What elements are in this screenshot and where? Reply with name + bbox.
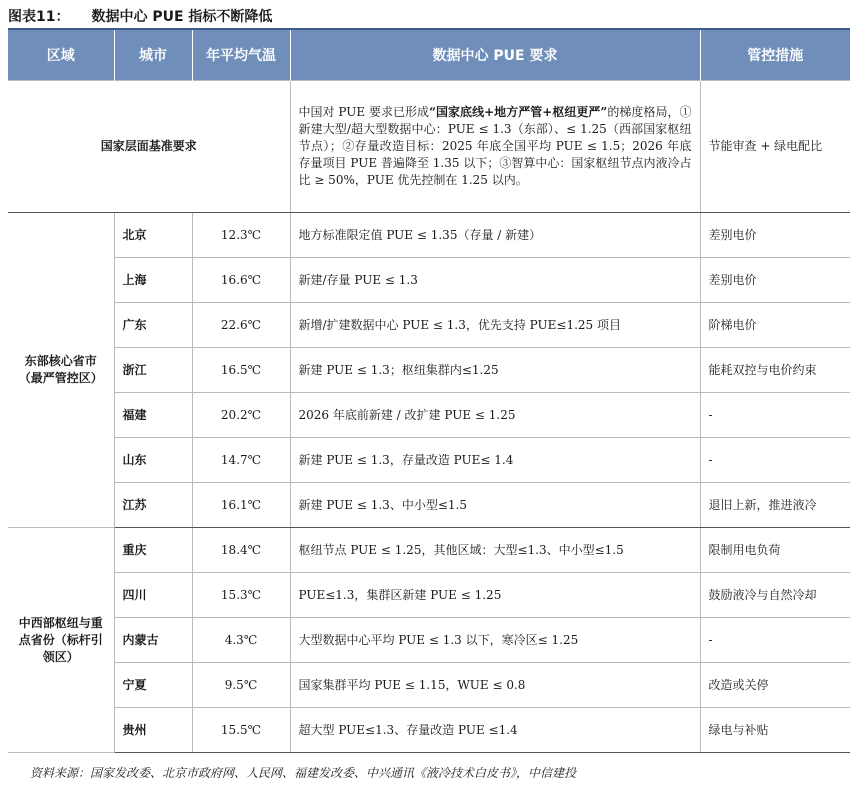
national-req-bold: “国家底线+地方严管+枢纽更严” xyxy=(429,105,608,119)
national-req-post: 的梯度格局，①新建大型/超大型数据中心：PUE ≤ 1.3（东部）、≤ 1.25（西部国家枢纽节点）；②存量改造目标：2025 年底全国平均 PUE ≤ 1.5；2026 年底存量项目 PUE 普遍降至 1.35 以下；③智算中心：国家枢纽节点内液冷占比 ≥ 50%，PUE 优先控制在 1.25 以内。 xyxy=(298,105,692,187)
table-header-row xyxy=(8,30,850,81)
req-cell: 枢纽节点 PUE ≤ 1.25，其他区域：大型≤1.3、中小型≤1.5 xyxy=(290,528,700,573)
req-cell: 新建/存量 PUE ≤ 1.3 xyxy=(290,258,700,303)
ctrl-cell: - xyxy=(700,618,850,663)
temp-cell: 22.6℃ xyxy=(192,303,290,348)
req-cell: 新建 PUE ≤ 1.3、中小型≤1.5 xyxy=(290,483,700,528)
temp-cell: 16.1℃ xyxy=(192,483,290,528)
temp-cell: 9.5℃ xyxy=(192,663,290,708)
city-cell: 上海 xyxy=(114,258,192,303)
ctrl-cell: 绿电与补贴 xyxy=(700,708,850,753)
req-cell: 地方标准限定值 PUE ≤ 1.35（存量 / 新建） xyxy=(290,213,700,258)
table-row xyxy=(8,303,850,348)
header-control: 管控措施 xyxy=(700,30,850,81)
req-cell: 新增/扩建数据中心 PUE ≤ 1.3，优先支持 PUE≤1.25 项目 xyxy=(290,303,700,348)
national-ctrl-cell: 节能审查 + 绿电配比 xyxy=(700,81,850,213)
ctrl-cell: 退旧上新，推进液冷 xyxy=(700,483,850,528)
west-region-cell: 中西部枢纽与重点省份（标杆引领区） xyxy=(8,528,114,753)
table-row xyxy=(8,348,850,393)
req-cell: 国家集群平均 PUE ≤ 1.15，WUE ≤ 0.8 xyxy=(290,663,700,708)
table-row xyxy=(8,213,850,258)
city-cell: 福建 xyxy=(114,393,192,438)
city-cell: 贵州 xyxy=(114,708,192,753)
table-row xyxy=(8,438,850,483)
figure-title-text: 数据中心 PUE 指标不断降低 xyxy=(91,9,273,25)
temp-cell: 12.3℃ xyxy=(192,213,290,258)
city-cell: 浙江 xyxy=(114,348,192,393)
national-req-pre: 中国对 PUE 要求已形成 xyxy=(298,105,430,119)
header-pue-req: 数据中心 PUE 要求 xyxy=(290,30,700,81)
temp-cell: 16.5℃ xyxy=(192,348,290,393)
req-cell: PUE≤1.3，集群区新建 PUE ≤ 1.25 xyxy=(290,573,700,618)
national-region-cell: 国家层面基准要求 xyxy=(8,81,290,213)
table-row xyxy=(8,573,850,618)
table-row xyxy=(8,258,850,303)
header-city: 城市 xyxy=(114,30,192,81)
table-row xyxy=(8,393,850,438)
header-region: 区域 xyxy=(8,30,114,81)
temp-cell: 14.7℃ xyxy=(192,438,290,483)
city-cell: 山东 xyxy=(114,438,192,483)
ctrl-cell: 能耗双控与电价约束 xyxy=(700,348,850,393)
temp-cell: 15.5℃ xyxy=(192,708,290,753)
city-cell: 重庆 xyxy=(114,528,192,573)
ctrl-cell: 差别电价 xyxy=(700,258,850,303)
city-cell: 四川 xyxy=(114,573,192,618)
city-cell: 内蒙古 xyxy=(114,618,192,663)
ctrl-cell: 鼓励液冷与自然冷却 xyxy=(700,573,850,618)
ctrl-cell: 改造或关停 xyxy=(700,663,850,708)
ctrl-cell: - xyxy=(700,393,850,438)
table-row xyxy=(8,618,850,663)
req-cell: 2026 年底前新建 / 改扩建 PUE ≤ 1.25 xyxy=(290,393,700,438)
figure-title xyxy=(8,6,272,26)
req-cell: 大型数据中心平均 PUE ≤ 1.3 以下，寒冷区≤ 1.25 xyxy=(290,618,700,663)
req-cell: 新建 PUE ≤ 1.3，存量改造 PUE≤ 1.4 xyxy=(290,438,700,483)
ctrl-cell: 限制用电负荷 xyxy=(700,528,850,573)
table-row xyxy=(8,708,850,753)
ctrl-cell: 阶梯电价 xyxy=(700,303,850,348)
east-region-cell: 东部核心省市（最严管控区） xyxy=(8,213,114,528)
temp-cell: 18.4℃ xyxy=(192,528,290,573)
temp-cell: 4.3℃ xyxy=(192,618,290,663)
table-row xyxy=(8,528,850,573)
source-note: 资料来源：国家发改委、北京市政府网、人民网、福建发改委、中兴通讯《液冷技术白皮书》，中信建投 xyxy=(30,766,577,780)
table-row-national xyxy=(8,81,850,213)
header-temp: 年平均气温 xyxy=(192,30,290,81)
req-cell: 超大型 PUE≤1.3、存量改造 PUE ≤1.4 xyxy=(290,708,700,753)
ctrl-cell: - xyxy=(700,438,850,483)
pue-table xyxy=(8,30,850,753)
table-row xyxy=(8,483,850,528)
city-cell: 宁夏 xyxy=(114,663,192,708)
figure-number: 图表11： xyxy=(8,9,70,25)
table-row xyxy=(8,663,850,708)
city-cell: 广东 xyxy=(114,303,192,348)
temp-cell: 20.2℃ xyxy=(192,393,290,438)
city-cell: 北京 xyxy=(114,213,192,258)
ctrl-cell: 差别电价 xyxy=(700,213,850,258)
city-cell: 江苏 xyxy=(114,483,192,528)
national-req-cell xyxy=(290,81,700,213)
temp-cell: 15.3℃ xyxy=(192,573,290,618)
req-cell: 新建 PUE ≤ 1.3；枢纽集群内≤1.25 xyxy=(290,348,700,393)
temp-cell: 16.6℃ xyxy=(192,258,290,303)
